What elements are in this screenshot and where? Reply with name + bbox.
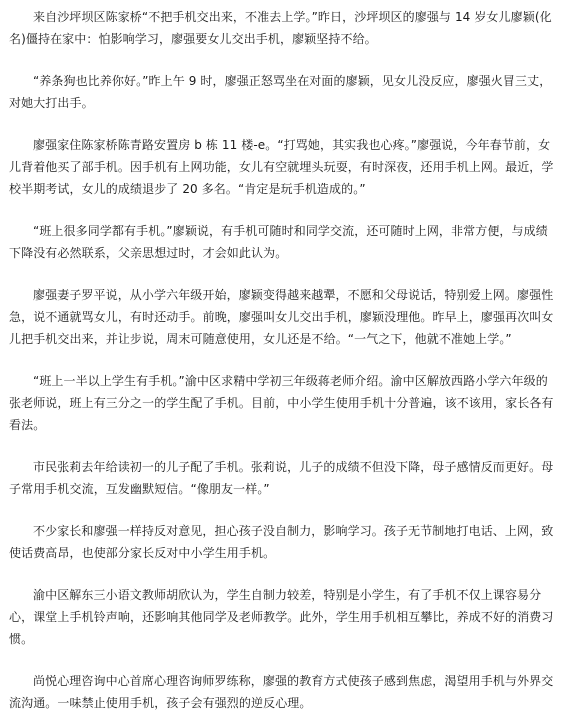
paragraph-2: “养条狗也比养你好。”昨上午 9 时，廖强正怒骂坐在对面的廖颖，见女儿没反应，廖强火冒三丈，对她大打出手。 <box>9 74 552 110</box>
paragraph-7: 市民张莉去年给读初一的儿子配了手机。张莉说，儿子的成绩不但没下降，母子感情反而更好。母子常用手机交流，互发幽默短信。“像朋友一样。” <box>9 460 554 496</box>
paragraph-gap <box>9 564 556 584</box>
paragraph-gap <box>9 350 556 370</box>
paragraph-8: 不少家长和廖强一样持反对意见，担心孩子没自制力，影响学习。孩子无节制地打电话、上网，致使话费高昂，也使部分家长反对中小学生用手机。 <box>9 524 554 560</box>
paragraph-gap <box>9 500 556 520</box>
paragraph-gap <box>9 200 556 220</box>
paragraph-5: 廖强妻子罗平说，从小学六年级开始，廖颖变得越来越犟，不愿和父母说话，特别爱上网。廖强性急，说不通就骂女儿，有时还动手。前晚，廖强叫女儿交出手机，廖颖没理他。昨早上，廖强再次叫女儿把手机交出来，并让步说，周末可随意使用，女儿还是不给。“一气之下，他就不准她上学。” <box>9 288 554 346</box>
paragraph-gap <box>9 264 556 284</box>
paragraph-1: 来自沙坪坝区陈家桥“不把手机交出来，不准去上学。”昨日，沙坪坝区的廖强与 14 岁女儿廖颖(化名)僵持在家中：怕影响学习，廖强要女儿交出手机，廖颖坚持不给。 <box>9 10 552 46</box>
paragraph-gap <box>9 50 556 70</box>
paragraph-9: 渝中区解东三小语文教师胡欣认为，学生自制力较差，特别是小学生，有了手机不仅上课容易分心，课堂上手机铃声响，还影响其他同学及老师教学。此外，学生用手机相互攀比，养成不好的消费习惯。 <box>9 588 554 646</box>
paragraph-3: 廖强家住陈家桥陈青路安置房 b 栋 11 楼-e。“打骂她，其实我也心疼。”廖强说，今年春节前，女儿背着他买了部手机。因手机有上网功能，女儿有空就埋头玩耍，有时深夜，还用手机上网。最近，学校半期考试，女儿的成绩退步了 20 多名。“肯定是玩手机造成的。” <box>9 138 554 196</box>
paragraph-gap <box>9 650 556 670</box>
paragraph-gap <box>9 436 556 456</box>
paragraph-6: “班上一半以上学生有手机。”渝中区求精中学初三年级蒋老师介绍。渝中区解放西路小学六年级的张老师说，班上有三分之一的学生配了手机。目前，中小学生使用手机十分普遍，该不该用，家长各有看法。 <box>9 374 554 432</box>
paragraph-4: “班上很多同学都有手机。”廖颖说，有手机可随时和同学交流，还可随时上网，非常方便，与成绩下降没有必然联系，父亲思想过时，才会如此认为。 <box>9 224 548 260</box>
paragraph-10: 尚悦心理咨询中心首席心理咨询师罗练称，廖强的教育方式使孩子感到焦虑，渴望用手机与外界交流沟通。一味禁止使用手机，孩子会有强烈的逆反心理。 <box>9 674 554 710</box>
paragraph-gap <box>9 114 556 134</box>
